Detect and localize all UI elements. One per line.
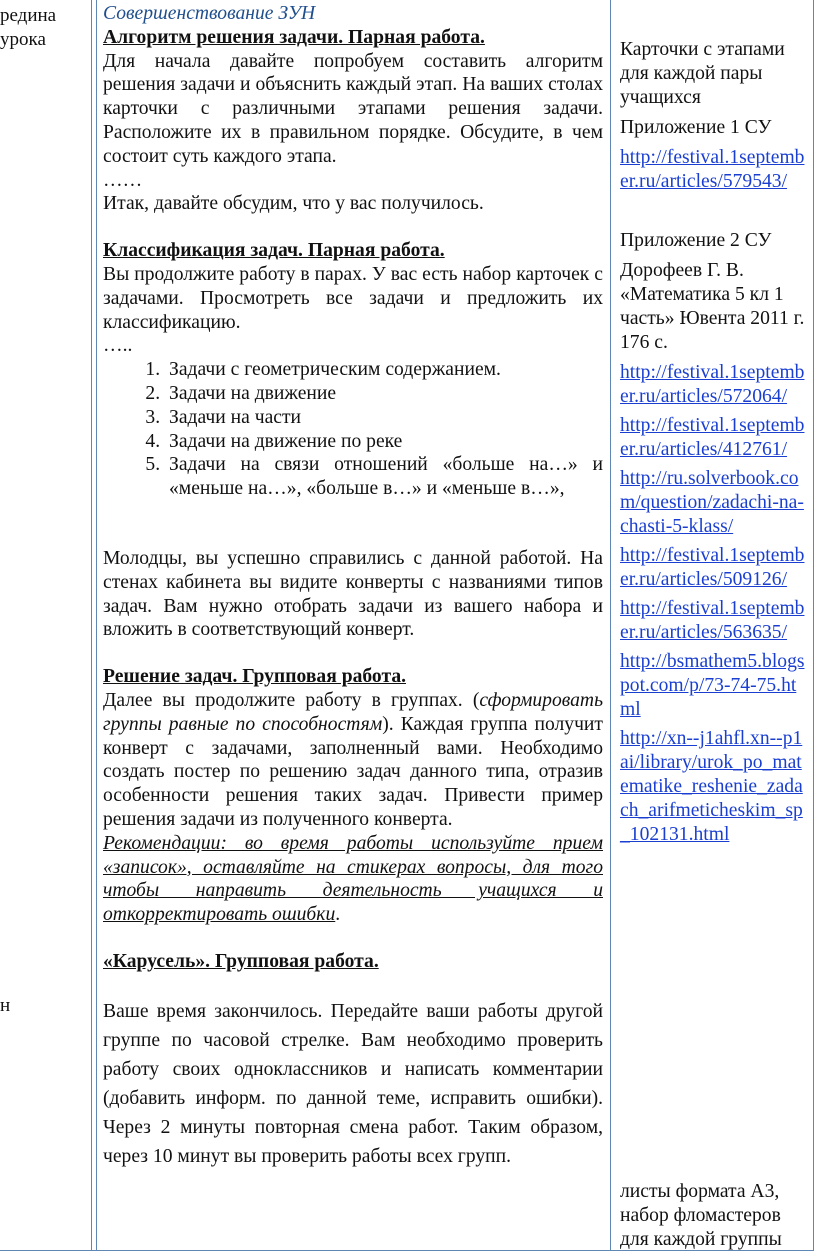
table-right-border [813,0,814,1250]
column-divider-left-double [96,0,97,1250]
stage-column [0,4,86,1016]
section-subtitle: Совершенствование ЗУН [103,3,316,24]
resource-link-1[interactable]: http://festival.1september.ru/articles/579543/ [620,147,805,192]
task-type-list [103,358,603,501]
heading-algorithm: Алгоритм решения задачи. Парная работа. [103,26,485,48]
cards-note: Карточки с этапами для каждой пары учащихся [620,39,785,108]
resource-link-6[interactable]: http://festival.1september.ru/articles/563635/ [620,598,805,643]
stage-label-line2: урока [0,29,46,50]
resource-link-2[interactable]: http://festival.1september.ru/articles/572064/ [620,362,805,407]
heading-carousel: «Карусель». Групповая работа. [103,950,379,972]
algorithm-text: Для начала давайте попробуем составить алгоритм решения задачи и объяснить каждый этап. На ваших столах карточки с различными этапами решения задачи. Расположите их в правильном порядке. Обсудите, в чем состоит суть каждого этапа. [103,50,603,167]
resource-link-8[interactable]: http://xn--j1ahfl.xn--p1ai/library/urok_po_matematike_reshenie_zadach_arifmetichеskim_sp_102131.html [620,728,803,845]
resource-link-4[interactable]: http://ru.solverbook.com/question/zadachi-na-chasti-5-klass/ [620,468,804,537]
list-item: 1. Задачи с геометрическим содержанием. [165,358,603,382]
list-item: 3. Задачи на части [165,406,603,430]
classification-ellipsis: ….. [103,335,133,357]
appendix-1: Приложение 1 СУ [620,117,772,138]
resource-link-5[interactable]: http://festival.1september.ru/articles/509126/ [620,545,805,590]
materials-note: листы формата А3, набор фломастеров для каждой группы [620,1181,782,1250]
list-item: 5. Задачи на связи отношений «больше на…» и «меньше на…», «больше в…» и «меньше в…», [165,453,603,501]
carousel-text: Ваше время закончилось. Передайте ваши работы другой группе по часовой стрелке. Вам необходимо проверить работу своих одноклассников и написать комментарии (добавить информ. по данной теме, исправить ошибки). Через 2 минуты повторная смена работ. Таким образом, через 10 минут вы проверить работы всех групп. [103,1000,603,1167]
heading-solving: Решение задач. Групповая работа. [103,666,407,688]
algorithm-ellipsis: …… [103,169,143,191]
appendix-2: Приложение 2 СУ [620,230,772,251]
resources-column [620,38,806,852]
recommendations: Рекомендации: во время работы используйте прием «записок», оставляйте на стикерах вопросы, для того чтобы направить деятельность учащихся и откорректировать ошибки. [103,832,603,926]
resource-link-7[interactable]: http://bsmathem5.blogspot.com/p/73-74-75.html [620,651,805,720]
textbook-reference: Дорофеев Г. В. «Математика 5 кл 1 часть» Ювента 2011 г. 176 с. [620,260,805,353]
solving-text: Далее вы продолжите работу в группах. (сформировать группы равные по способностям). Каждая группа получит конверт с задачами, заполненный вами. Необходимо создать постер по решению задач данного типа, отразив особенности решения таких задач. Привести пример решения задачи из полученного конверта. [103,689,603,830]
stage-label-fragment: н [0,995,11,1016]
teacher-activity-column [103,2,603,1171]
algorithm-summary: Итак, давайте обсудим, что у вас получилось. [103,193,484,215]
classification-praise: Молодцы, вы успешно справились с данной работой. На стенах кабинета вы видите конверты с названиями типов задач. Вам нужно отобрать задачи из вашего набора и вложить в соответствующий конверт. [103,547,603,641]
classification-text: Вы продолжите работу в парах. У вас есть набор карточек с задачами. Просмотреть все задачи и предложить их классификацию. [103,263,603,333]
column-divider-right [610,0,611,1250]
resource-link-3[interactable]: http://festival.1september.ru/articles/412761/ [620,415,805,460]
stage-label-line1: редина [0,5,57,26]
column-divider-left [91,0,92,1250]
list-item: 2. Задачи на движение [165,382,603,406]
heading-classification: Классификация задач. Парная работа. [103,240,445,262]
list-item: 4. Задачи на движение по реке [165,430,603,454]
